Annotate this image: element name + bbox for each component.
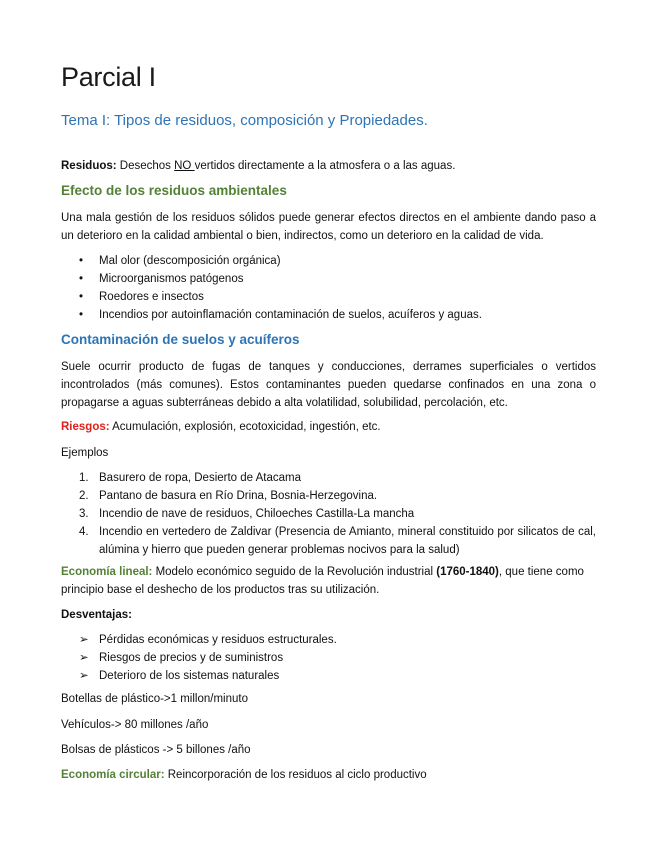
desventajas-label: Desventajas: [61,609,132,621]
stat-line: Botellas de plástico->1 millon/minuto [61,693,248,705]
economia-lineal-text-before: Modelo económico seguido de la Revolución industrial [152,566,437,578]
economia-lineal-years: (1760-1840) [436,566,499,578]
desventajas-list [61,631,596,685]
list-item [61,505,596,523]
economia-circular-label: Economía circular: [61,769,165,781]
residuos-label: Residuos: [61,160,117,172]
economia-lineal-paragraph [61,563,596,599]
riesgos-label: Riesgos: [61,421,110,433]
list-item [61,631,596,649]
list-item [61,487,596,505]
list-item [61,667,596,685]
bullet-icon: • [79,273,84,285]
residuos-text-after: vertidos directamente a la atmosfera o a las aguas. [194,160,456,172]
bullet-icon: • [79,291,84,303]
list-number: 4. [79,526,89,538]
efecto-list [61,252,596,324]
list-item-text: Incendio en vertedero de Zaldivar (Presencia de Amianto, mineral constituido por silicatos de cal, alúmina y hierro que pueden generar problemas nocivos para la salud) [99,526,596,556]
list-item [61,523,596,559]
bullet-icon: • [79,309,84,321]
list-item-text: Incendio de nave de residuos, Chiloeches Castilla-La mancha [99,508,415,520]
list-number: 3. [79,508,89,520]
arrow-bullet-icon: ➢ [79,670,89,682]
riesgos-line [61,418,596,436]
riesgos-text: Acumulación, explosión, ecotoxicidad, ingestión, etc. [109,421,381,433]
contaminacion-heading: Contaminación de suelos y acuíferos [61,332,300,347]
bullet-icon: • [79,255,84,267]
list-item-text: Incendios por autoinflamación contaminación de suelos, acuíferos y aguas. [99,309,482,321]
economia-circular-line [61,766,596,784]
residuos-no: NO [174,160,195,172]
list-item-text: Deterioro de los sistemas naturales [99,670,280,682]
list-item-text: Mal olor (descomposición orgánica) [99,255,281,267]
arrow-bullet-icon: ➢ [79,634,89,646]
efecto-paragraph: Una mala gestión de los residuos sólidos puede generar efectos directos en el ambiente dando paso a un deterioro en la calidad ambiental o bien, indirectos, como un deterioro en la calidad de vida. [61,212,596,242]
list-item [61,649,596,667]
residuos-text-before: Desechos [116,160,175,172]
stat-line: Vehículos-> 80 millones /año [61,719,209,731]
list-item-text: Microorganismos patógenos [99,273,244,285]
efecto-heading: Efecto de los residuos ambientales [61,183,287,198]
ejemplos-list [61,469,596,559]
list-item-text: Riesgos de precios y de suministros [99,652,284,664]
list-number: 2. [79,490,89,502]
economia-lineal-text-after: , que tiene como principio base el deshecho de los productos tras su utilización. [61,566,584,596]
list-number: 1. [79,472,89,484]
economia-circular-text: Reincorporación de los residuos al ciclo productivo [164,769,427,781]
list-item-text: Basurero de ropa, Desierto de Atacama [99,472,302,484]
list-item [61,252,596,270]
list-item [61,288,596,306]
list-item-text: Pantano de basura en Río Drina, Bosnia-Herzegovina. [99,490,378,502]
economia-lineal-label: Economía lineal: [61,566,153,578]
page-subtitle: Tema I: Tipos de residuos, composición y Propiedades. [61,112,428,129]
stat-line: Bolsas de plásticos -> 5 billones /año [61,744,251,756]
residuos-definition [61,157,596,175]
list-item [61,306,596,324]
list-item [61,469,596,487]
page-title: Parcial I [61,62,156,92]
list-item [61,270,596,288]
ejemplos-label: Ejemplos [61,447,109,459]
list-item-text: Pérdidas económicas y residuos estructurales. [99,634,337,646]
arrow-bullet-icon: ➢ [79,652,89,664]
list-item-text: Roedores e insectos [99,291,204,303]
contaminacion-paragraph: Suele ocurrir producto de fugas de tanques y conducciones, derrames superficiales o vertidos incontrolados (más comunes). Estos contaminantes pueden quedarse confinados en una zona o propagarse a aguas subterráneas debido a alta volatilidad, solubilidad, percolación, etc. [61,361,596,409]
